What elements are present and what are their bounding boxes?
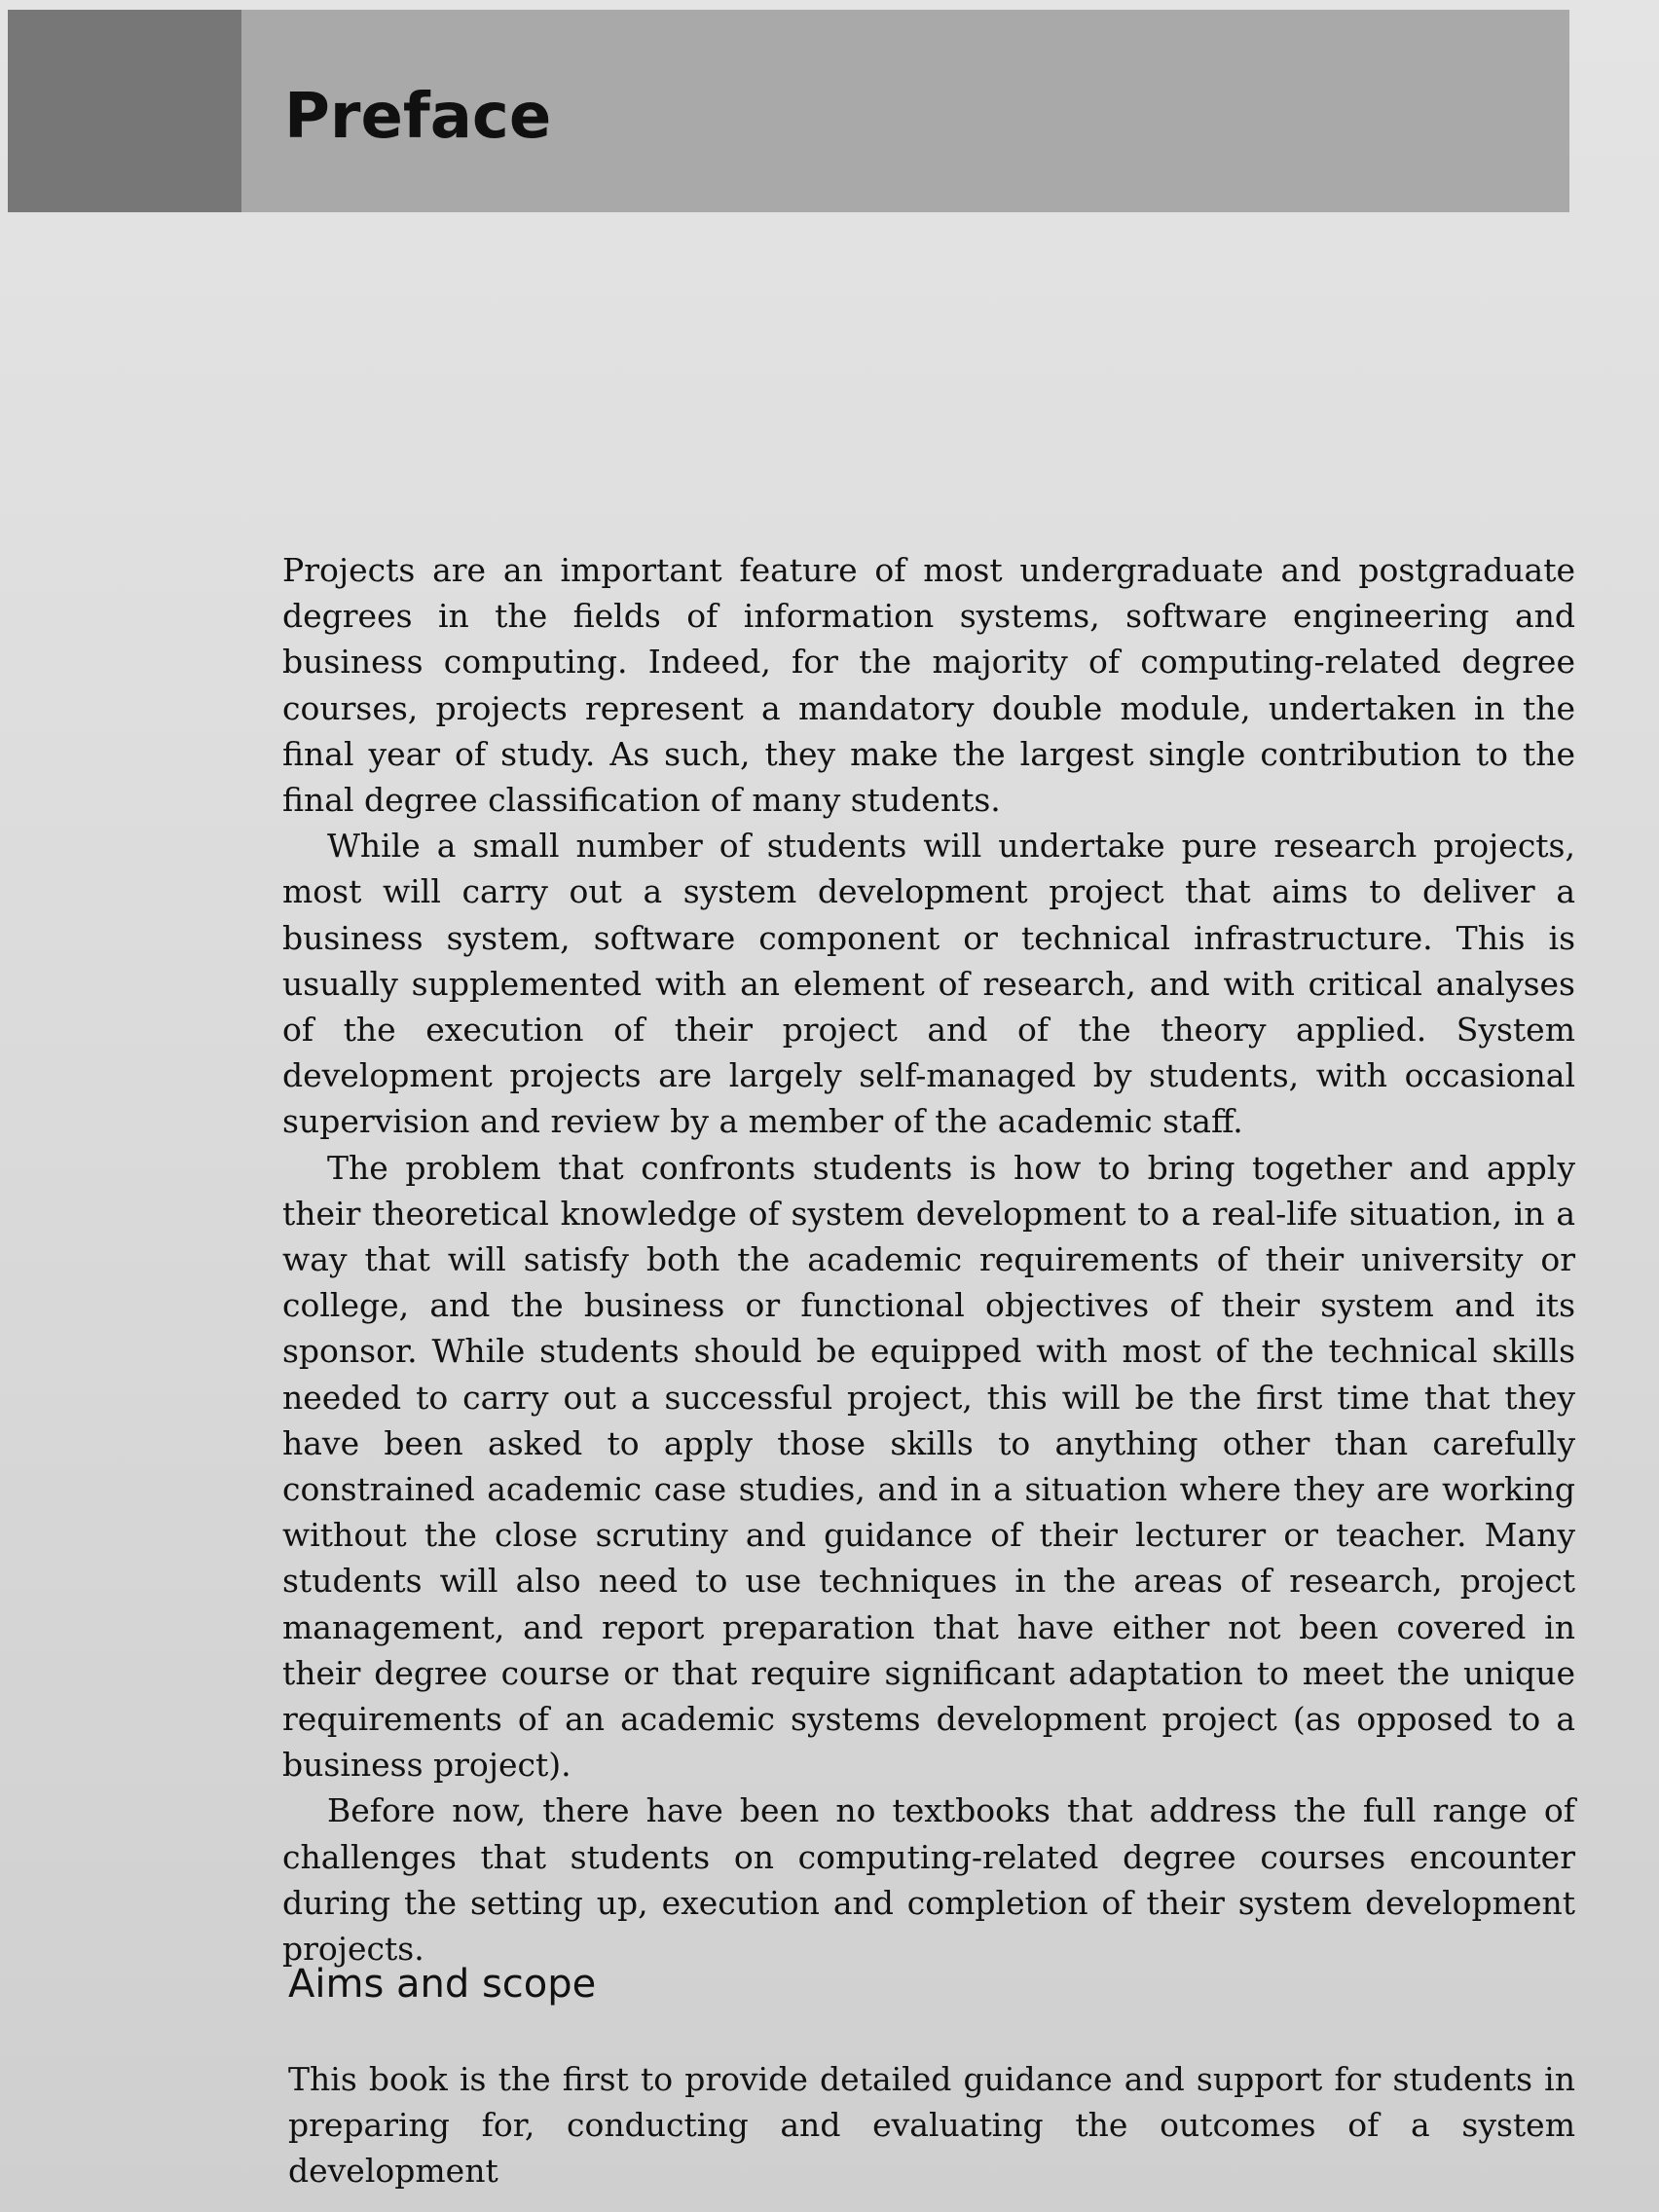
preface-body [282,547,1575,1972]
paragraph-3: The problem that confronts students is how to bring together and apply their theoretical knowledge of system development to a real-life situation, in a way that will satisfy both the academic requirements of their university or college, and the business or functional objectives of their system and its sponsor. While students should be equipped with most of the technical skills needed to carry out a successful project, this will be the first time that they have been asked to apply those skills to anything other than carefully constrained academic case studies, and in a situation where they are working without the close scrutiny and guidance of their lecturer or teacher. Many students will also need to use techniques in the areas of research, project management, and report preparation that have either not been covered in their degree course or that require significant adaptation to meet the unique requirements of an academic systems development project (as opposed to a business project). [282,1148,1575,1785]
page-title: Preface [284,81,552,153]
aims-body [288,2056,1575,2194]
section-heading-aims: Aims and scope [288,1962,597,2007]
paragraph-1: Projects are an important feature of most undergraduate and postgraduate degrees in the fields of information systems, software engineering and business computing. Indeed, for the majority of computing-related degree courses, projects represent a mandatory double module, undertaken in the final year of study. As such, they make the largest single contribution to the final degree classification of many students. [282,551,1575,820]
paragraph-2: While a small number of students will undertake pure research projects, most will carry out a system development project that aims to deliver a business system, software component or technical infrastructure. This is usually supplemented with an element of research, and with critical analyses of the execution of their project and of the theory applied. System development projects are largely self-managed by students, with occasional supervision and review by a member of the academic staff. [282,827,1575,1141]
header-accent-block [8,10,241,212]
paragraph-4: Before now, there have been no textbooks that address the full range of challenges that students on computing-related degree courses encounter during the setting up, execution and completion of their system development projects. [282,1791,1575,1969]
chapter-header-band [8,10,1569,212]
aims-paragraph: This book is the first to provide detailed guidance and support for students in preparing for, conducting and evaluating the outcomes of a system development [288,2060,1575,2191]
